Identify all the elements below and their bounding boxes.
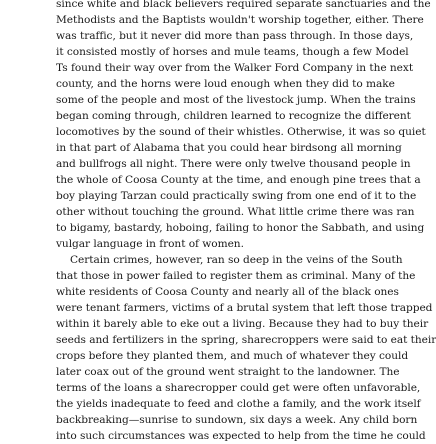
text-line: backbreaking—sunrise to sundown, six days a week. Any child born <box>56 414 418 426</box>
text-line: other without touching the ground. What little crime there was ran <box>56 206 415 218</box>
text-line: terms of the loans a sharecropper could get were often unfavorable, <box>56 382 421 394</box>
text-line: some of the people and most of the livestock jump. When the trains <box>56 94 416 106</box>
text-line: the whole of Coosa County at the time, and enough pine trees that a <box>56 174 421 186</box>
text-line: Certain crimes, however, ran so deep in the veins of the South <box>70 254 403 266</box>
text-line: since white and black believers required separate sanctuaries and the <box>56 0 431 10</box>
paragraph-2 <box>56 252 436 444</box>
text-line: it consisted mostly of horses and mule teams, though a few Model <box>56 46 409 58</box>
text-line: into such circumstances was expected to help from the time he could <box>56 430 426 442</box>
text-line: Ts found their way over from the Walker Ford Company in the next <box>56 62 414 74</box>
text-line: white residents of Coosa County and nearly all of the black ones <box>56 286 399 298</box>
text-line: vulgar language in front of women. <box>56 238 244 250</box>
text-line: seeds and fertilizers in the spring, sharecroppers were said to eat their <box>56 334 436 346</box>
body-text <box>56 0 436 444</box>
text-line: began coming through, children learned to recognize the different <box>56 110 411 122</box>
text-line: Methodists and the Baptists wouldn't worship together, either. There <box>56 14 424 26</box>
text-line: crops before they planted them, and much of whatever they could <box>56 350 409 362</box>
text-line: that those in power failed to register them as criminal. Many of the <box>56 270 416 282</box>
text-line: to bigamy, bastardy, hoboing, failing to honor the Sabbath, and using <box>56 222 425 234</box>
text-line: within it barely able to eke out a living. Because they had to buy their <box>56 318 429 330</box>
text-line: county, and the horns were loud enough when they did to make <box>56 78 395 90</box>
text-line: boy playing Tarzan could practically swing from one end of it to the <box>56 190 417 202</box>
text-line: locomotives by the sound of their whistles. Otherwise, it was so quiet <box>56 126 426 138</box>
text-line: were tenant farmers, victims of a brutal system that left those trapped <box>56 302 433 314</box>
paragraph-1 <box>56 0 431 252</box>
text-line: later coax out of the ground went straight to the landowner. The <box>56 366 400 378</box>
text-line: and bullfrogs all night. There were only twelve thousand people in <box>56 158 411 170</box>
text-line: the yields inadequate to feed and clothe a family, and the work itself <box>56 398 421 410</box>
text-line: was traffic, but it never did more than pass through. In those days, <box>56 30 414 42</box>
text-line: in that part of Alabama that you could hear birdsong all morning <box>56 142 402 154</box>
